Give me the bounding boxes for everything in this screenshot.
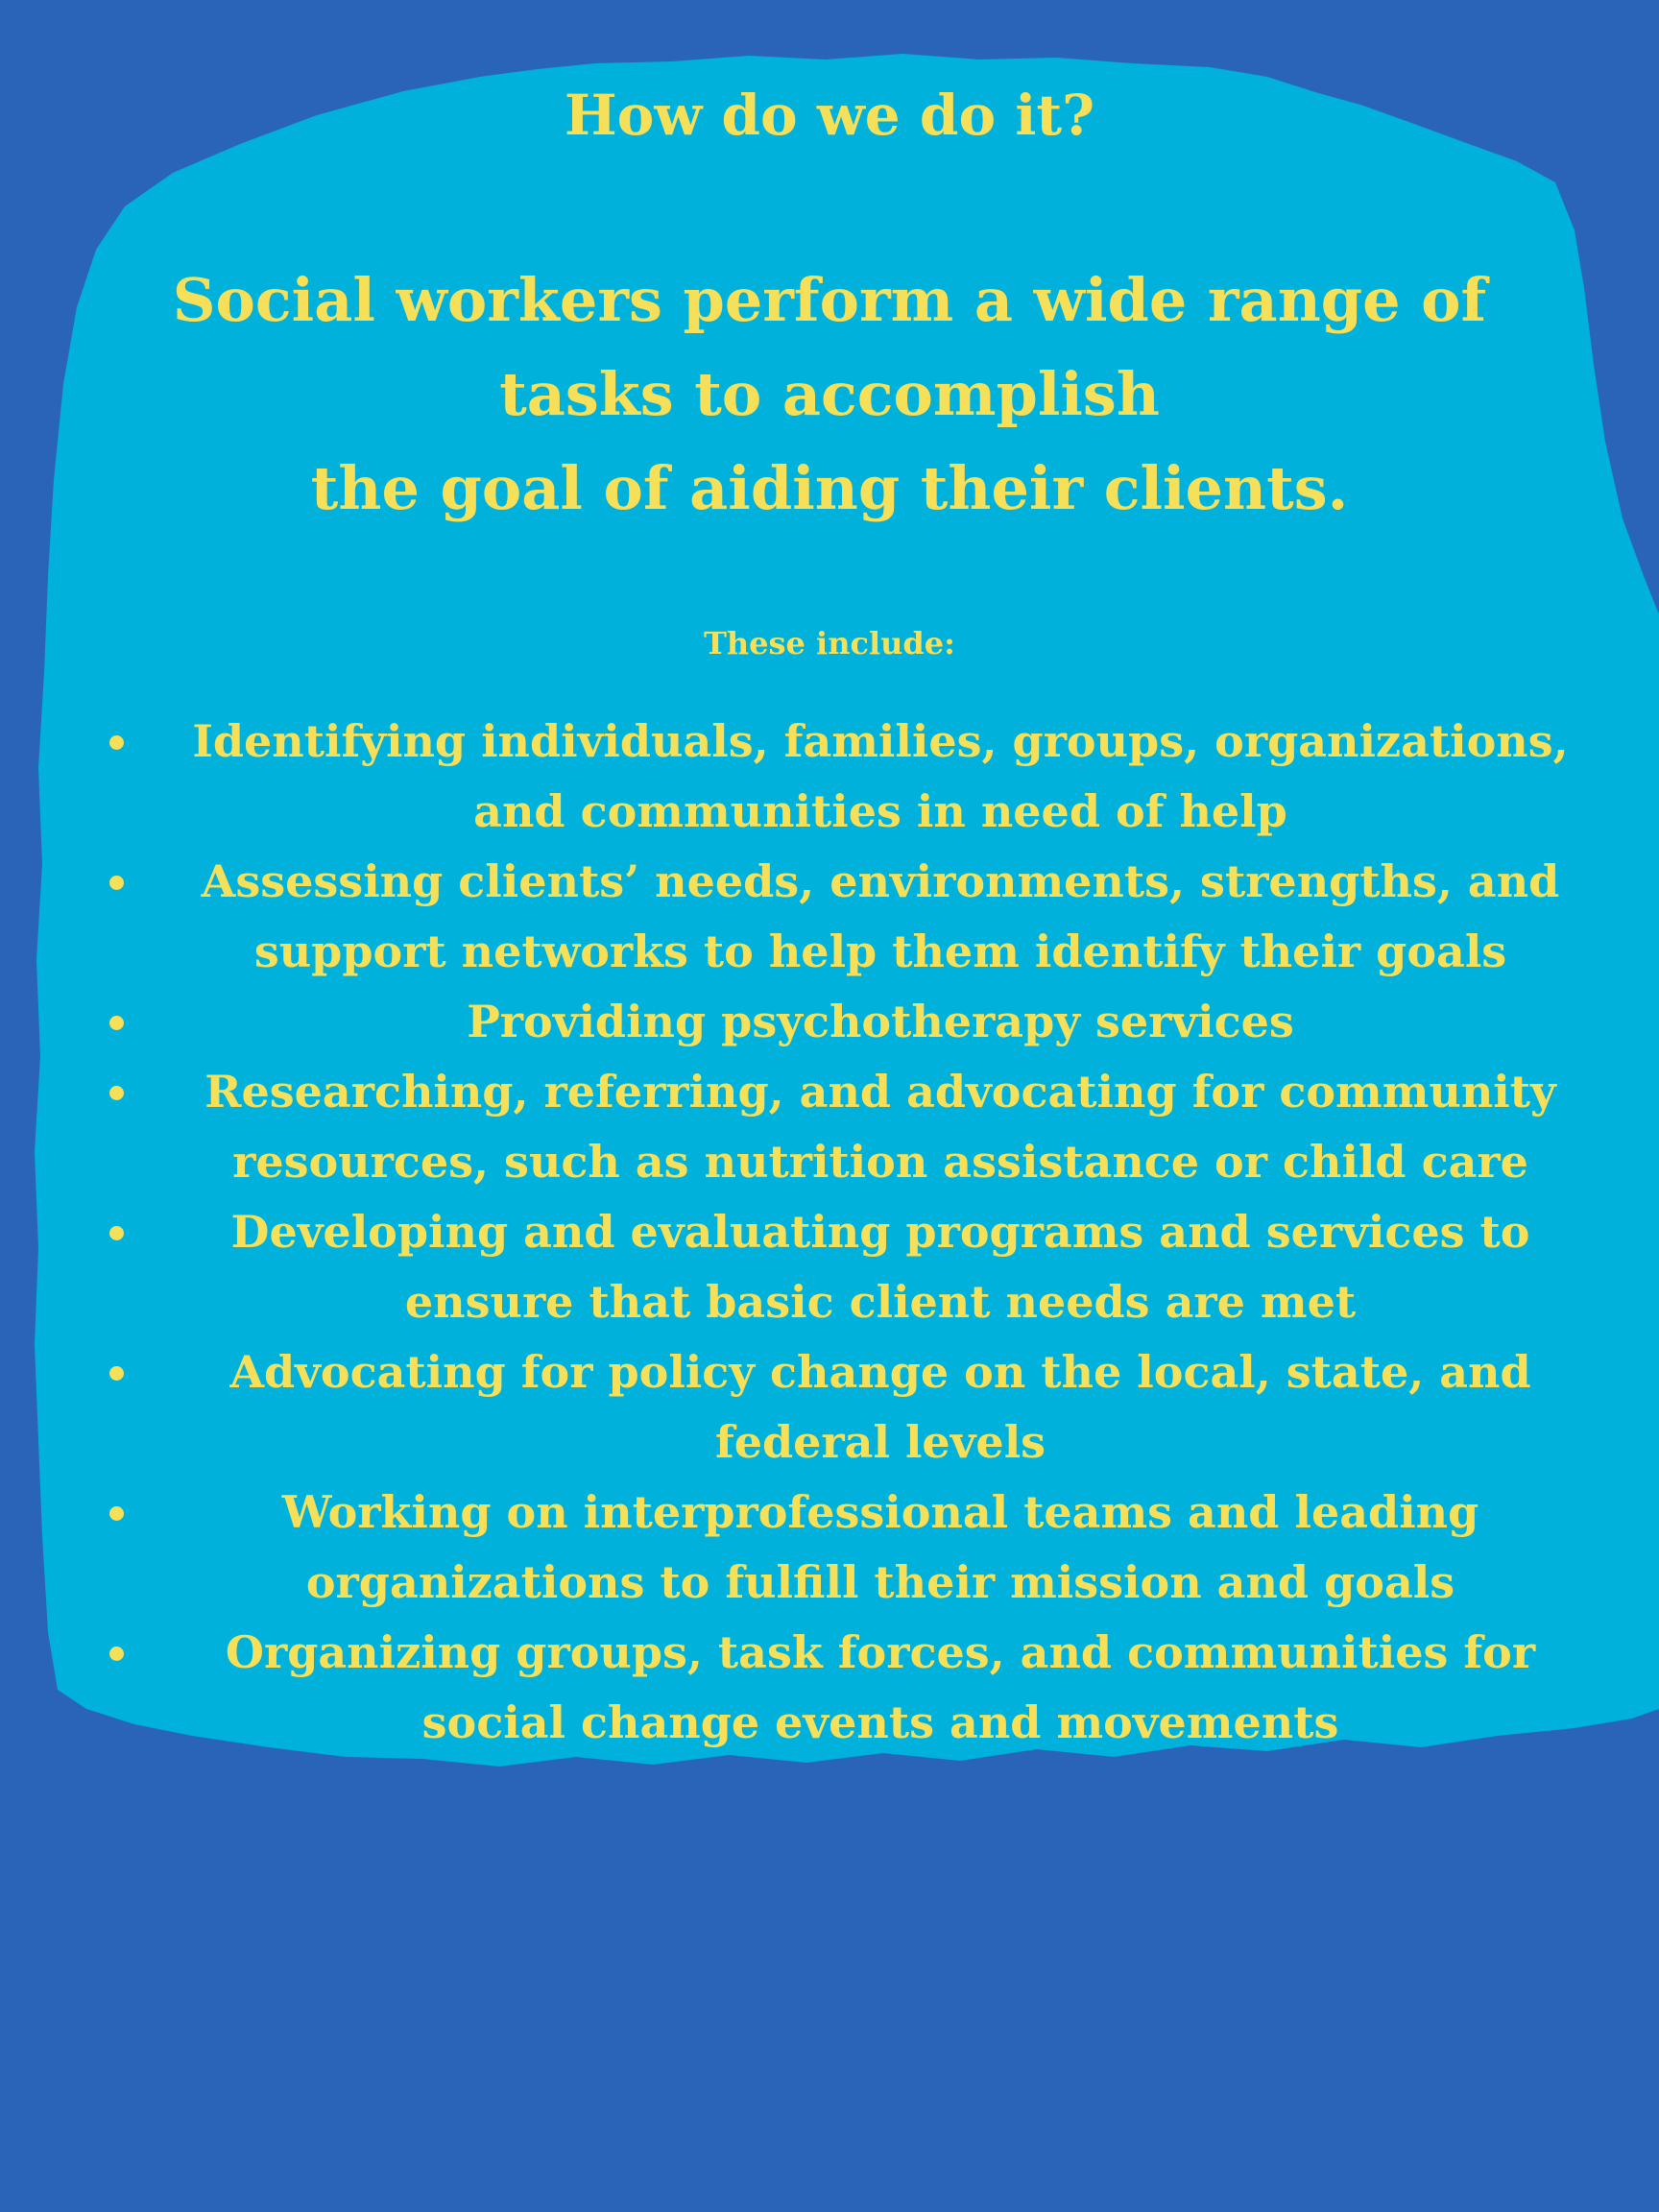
- list-item: [96, 987, 1613, 1057]
- list-item: [96, 847, 1613, 987]
- list-item: [96, 1057, 1613, 1197]
- subheading: [0, 253, 1659, 536]
- list-item-text: Organizing groups, task forces, and communities for social change events and movements: [225, 1626, 1536, 1748]
- intro-text: These include:: [704, 625, 955, 661]
- list-item-text: Assessing clients’ needs, environments, strengths, and support networks to help them identify their goals: [201, 855, 1560, 977]
- content: [96, 77, 1613, 1758]
- bullet-icon: [109, 1506, 124, 1521]
- list-item-text: Advocating for policy change on the local, state, and federal levels: [229, 1346, 1531, 1468]
- bullet-icon: [109, 1226, 124, 1240]
- list-item: [96, 1197, 1613, 1337]
- list-item-text: Identifying individuals, families, groups, organizations, and communities in need of help: [192, 715, 1569, 837]
- list-item: [96, 707, 1613, 847]
- subheading-line: tasks to accomplish: [499, 359, 1160, 429]
- bullet-icon: [109, 1016, 124, 1030]
- bullet-icon: [109, 1086, 124, 1100]
- bullet-icon: [109, 1366, 124, 1381]
- list-item-text: Researching, referring, and advocating for community resources, such as nutrition assistance or child care: [204, 1066, 1556, 1188]
- task-list: [96, 707, 1613, 1758]
- list-item: [96, 1337, 1613, 1478]
- bullet-icon: [109, 1647, 124, 1661]
- list-item: [96, 1618, 1613, 1758]
- page-heading: How do we do it?: [564, 83, 1095, 148]
- bullet-icon: [109, 735, 124, 750]
- list-item-text: Providing psychotherapy services: [467, 996, 1294, 1047]
- list-item-text: Developing and evaluating programs and services to ensure that basic client needs are met: [230, 1206, 1530, 1328]
- list-item-text: Working on interprofessional teams and leading organizations to fulfill their mission and goals: [281, 1486, 1479, 1608]
- bullet-icon: [109, 876, 124, 890]
- subheading-line: Social workers perform a wide range of: [172, 265, 1487, 335]
- list-item: [96, 1478, 1613, 1618]
- subheading-line: the goal of aiding their clients.: [310, 453, 1349, 523]
